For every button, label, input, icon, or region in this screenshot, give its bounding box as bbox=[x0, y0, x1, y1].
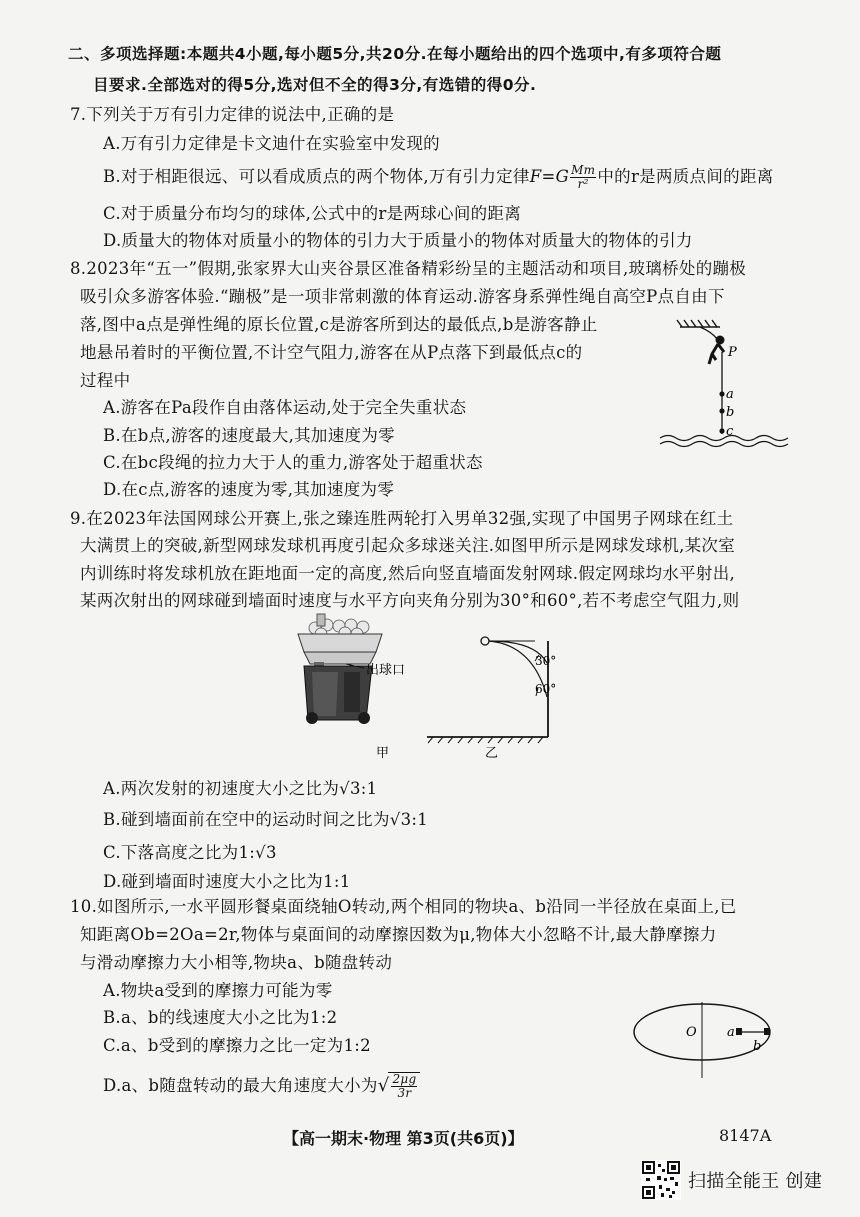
q10-option-d: D.a、b随盘转动的最大角速度大小为√ $\frac{2\mu g}{3r}$ bbox=[103, 1072, 420, 1100]
bungee-diagram bbox=[660, 310, 800, 460]
section-heading-2: 目要求.全部选对的得5分,选对但不全的得3分,有选错的得0分. bbox=[93, 76, 537, 94]
q9-line3: 内训练时将发球机放在距地面一定的高度,然后向竖直墙面发射网球.假定网球均水平射出, bbox=[80, 564, 736, 583]
q10-line2: 知距离Ob=2Oa=2r,物体与桌面间的动摩擦因数为μ,物体大小忽略不计,最大静摩擦力 bbox=[80, 925, 717, 944]
block-a-label: a bbox=[727, 1025, 735, 1040]
trajectory-figure bbox=[425, 625, 605, 765]
paper-code: 8147A bbox=[719, 1126, 772, 1145]
q8-option-b: B.在b点,游客的速度最大,其加速度为零 bbox=[103, 426, 395, 445]
page-footer: 【高一期末·物理 第3页(共6页)】 bbox=[283, 1129, 524, 1148]
point-o-label: O bbox=[686, 1025, 697, 1040]
section-heading: 二、多项选择题:本题共4小题,每小题5分,共20分.在每小题给出的四个选项中,有多项符合题 bbox=[68, 45, 722, 63]
rotating-table-figure bbox=[630, 1000, 800, 1080]
block-b-label: b bbox=[753, 1039, 762, 1054]
q10-line1: 10.如图所示,一水平圆形餐桌面绕轴O转动,两个相同的物块a、b沿同一半径放在桌面上,已 bbox=[70, 897, 737, 916]
figure-jia-label: 甲 bbox=[376, 746, 390, 761]
ball-machine-figure bbox=[290, 612, 430, 762]
q9-line2: 大满贯上的突破,新型网球发球机再度引起众多球迷关注.如图甲所示是网球发球机,某次室 bbox=[80, 536, 736, 555]
scanner-watermark: 扫描全能王 创建 bbox=[688, 1171, 823, 1192]
q10-line3: 与滑动摩擦力大小相等,物块a、b随盘转动 bbox=[80, 953, 393, 972]
q8-line5: 过程中 bbox=[80, 371, 131, 390]
rope bbox=[700, 327, 718, 340]
q9-option-b: B.碰到墙面前在空中的运动时间之比为√3:1 bbox=[103, 810, 429, 829]
q8-option-a: A.游客在Pa段作自由落体运动,处于完全失重状态 bbox=[103, 398, 467, 417]
point-a-label: a bbox=[726, 387, 734, 402]
q7-option-d: D.质量大的物体对质量小的物体的引力大于质量小的物体对质量大的物体的引力 bbox=[103, 231, 693, 250]
q9-option-d: D.碰到墙面时速度大小之比为1:1 bbox=[103, 872, 351, 891]
q7-option-b: B.对于相距很远、可以看成质点的两个物体,万有引力定律F=G $\frac{Mm}{\text{r²}}$ 中的r是两质点间的距离 bbox=[103, 163, 774, 191]
q7-option-a: A.万有引力定律是卡文迪什在实验室中发现的 bbox=[103, 134, 440, 153]
angle-30-label: 30° bbox=[535, 654, 557, 668]
block-b bbox=[764, 1028, 770, 1035]
q8-line2: 吸引众多游客体验.“蹦极”是一项非常刺激的体育运动.游客身系弹性绳自高空P点自由下 bbox=[80, 287, 725, 306]
block-a bbox=[736, 1028, 742, 1035]
qr-code-icon bbox=[641, 1160, 681, 1200]
angle-60-label: 60° bbox=[535, 682, 557, 696]
ball-outlet-label: 出球口 bbox=[366, 663, 406, 678]
q7-stem: 7.下列关于万有引力定律的说法中,正确的是 bbox=[70, 105, 395, 124]
q9-option-a: A.两次发射的初速度大小之比为√3:1 bbox=[103, 779, 378, 798]
q9-option-c: C.下落高度之比为1:√3 bbox=[103, 843, 277, 862]
q8-option-c: C.在bc段绳的拉力大于人的重力,游客处于超重状态 bbox=[103, 453, 483, 472]
figure-yi-label: 乙 bbox=[485, 746, 499, 761]
q10-option-b: B.a、b的线速度大小之比为1:2 bbox=[103, 1008, 338, 1027]
point-p-label: P bbox=[728, 345, 737, 360]
point-c-label: c bbox=[726, 424, 734, 439]
water-waves bbox=[660, 436, 788, 447]
q8-line4: 地悬吊着时的平衡位置,不计空气阻力,游客在从P点落下到最低点c的 bbox=[80, 343, 583, 362]
q9-line4: 某两次射出的网球碰到墙面时速度与水平方向夹角分别为30°和60°,若不考虑空气阻力,则 bbox=[80, 591, 740, 610]
q8-line3: 落,图中a点是弹性绳的原长位置,c是游客所到达的最低点,b是游客静止 bbox=[80, 315, 598, 334]
q9-line1: 9.在2023年法国网球公开赛上,张之臻连胜两轮打入男单32强,实现了中国男子网球在红土 bbox=[70, 509, 734, 528]
q8-option-d: D.在c点,游客的速度为零,其加速度为零 bbox=[103, 480, 395, 499]
q10-option-a: A.物块a受到的摩擦力可能为零 bbox=[103, 981, 333, 1000]
q8-line1: 8.2023年“五一”假期,张家界大山夹谷景区准备精彩纷呈的主题活动和项目,玻璃桥处的蹦极 bbox=[70, 259, 747, 278]
ceiling-hatch bbox=[677, 320, 720, 327]
q7-option-c: C.对于质量分布均匀的球体,公式中的r是两球心间的距离 bbox=[103, 204, 522, 223]
point-b-label: b bbox=[726, 405, 735, 420]
q10-option-c: C.a、b受到的摩擦力之比一定为1:2 bbox=[103, 1036, 371, 1055]
